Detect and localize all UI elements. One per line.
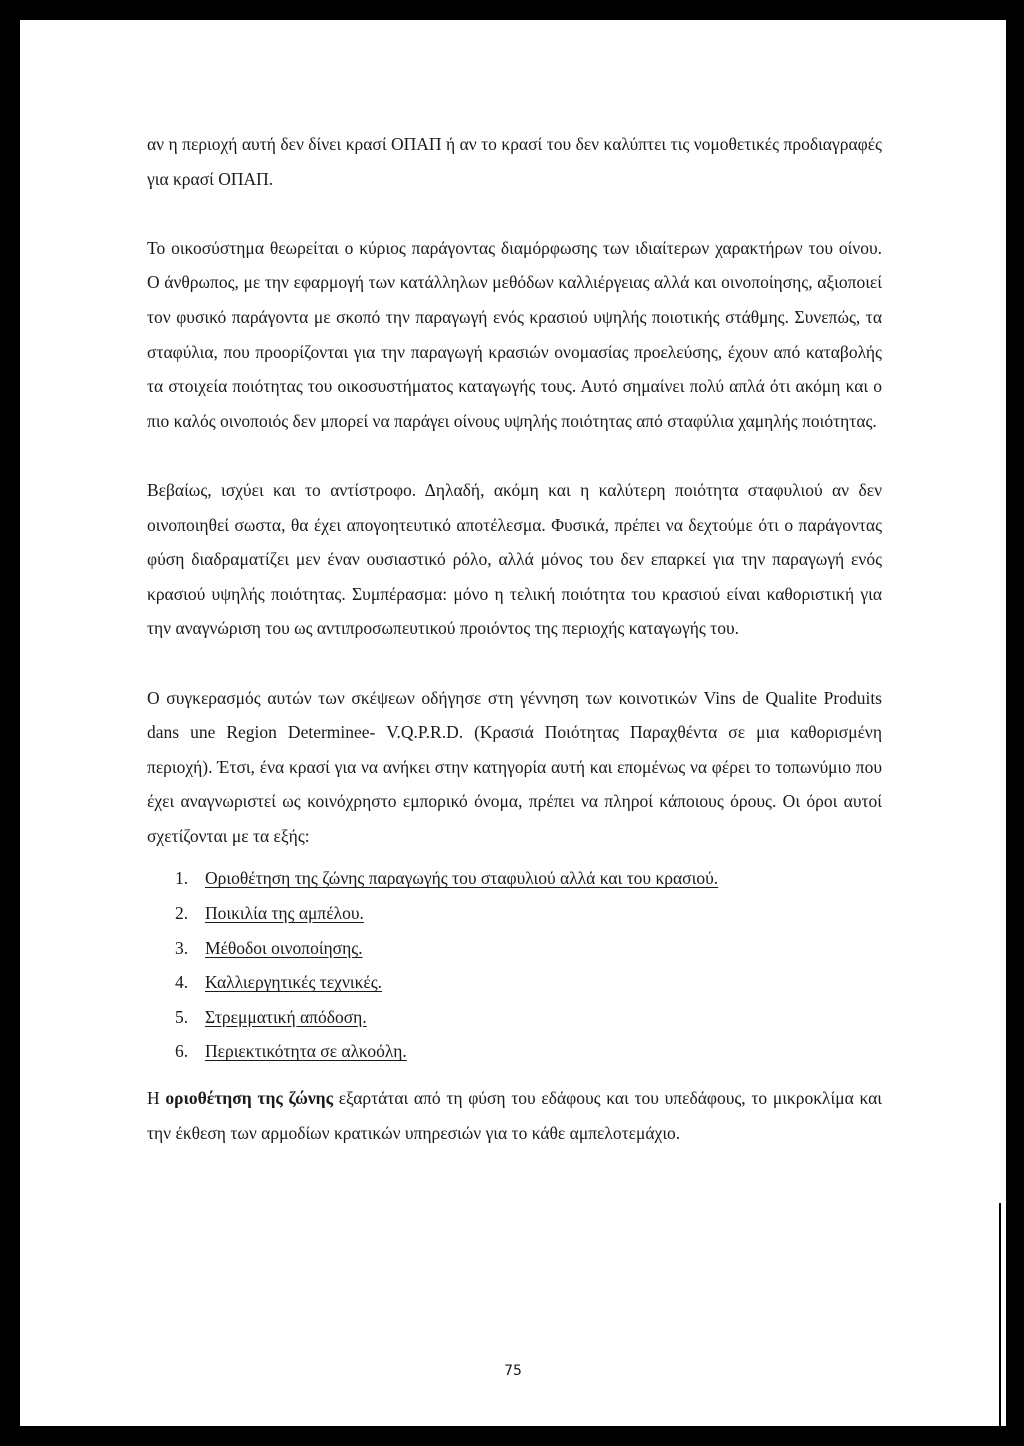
list-item-number: 1.: [175, 868, 189, 889]
margin-bar: [999, 1203, 1001, 1426]
paragraph-5-rest: εξαρτάται από τη φύση του εδάφους και του υπεδάφους, το μικροκλίμα και την έκθεση των αρμοδίων κρατικών υπηρεσιών για το κάθε αμπελοτεμάχιο.: [147, 1088, 883, 1143]
paragraph-5-bold-term: οριοθέτηση της ζώνης: [165, 1088, 334, 1109]
list-item-number: 2.: [175, 903, 189, 924]
paragraph-4: Ο συγκερασμός αυτών των σκέψεων οδήγησε στη γέννηση των κοινοτικών Vins de Qualite Produits dans une Region Determinee- V.Q.P.R.D. (Κρασιά Ποιότητας Παραχθέντα σε μια καθορισμένη περιοχή). Έτσι, ένα κρασί για να ανήκει στην κατηγορία αυτή και επομένως να φέρει το τοπωνύμιο που έχει αναγνωριστεί ως κοινόχρηστο εμπορικό όνομα, πρέπει να πληροί κάποιους όρους. Οι όροι αυτοί σχετίζονται με τα εξής:: [147, 687, 882, 846]
paragraph-2: Το οικοσύστημα θεωρείται ο κύριος παράγοντας διαμόρφωσης των ιδιαίτερων χαρακτήρων του οίνου. Ο άνθρωπος, με την εφαρμογή των κατάλληλων μεθόδων καλλιέργειας αλλά και οινοποίησης, αξιοποιεί τον φυσικό παράγοντα με σκοπό την παραγωγή ενός κρασιού υψηλής ποιοτικής στάθμης. Συνεπώς, τα σταφύλια, που προορίζονται για την παραγωγή κρασιών ονομασίας προελεύσης, έχουν από καταβολής τα στοιχεία ποιότητας του οικοσυστήματος καταγωγής τους. Αυτό σημαίνει πολύ απλά ότι ακόμη και ο πιο καλός οινοποιός δεν μπορεί να παράγει οίνους υψηλής ποιότητας από σταφύλια χαμηλής ποιότητας.: [147, 237, 882, 431]
list-item-text: Στρεμματική απόδοση.: [205, 1006, 367, 1027]
list-item: [175, 896, 882, 931]
list-item-number: 5.: [175, 1006, 189, 1027]
list-item: [175, 931, 882, 966]
list-item: [175, 1034, 882, 1069]
list-item-text: Μέθοδοι οινοποίησης.: [205, 937, 363, 958]
list-item: [175, 1000, 882, 1035]
paragraph-5-prefix: Η: [147, 1088, 166, 1109]
list-item: [175, 861, 882, 896]
list-item-number: 6.: [175, 1041, 189, 1062]
list-item-text: Περιεκτικότητα σε αλκοόλη.: [205, 1041, 407, 1062]
page-content: [147, 127, 882, 1150]
list-item-text: Οριοθέτηση της ζώνης παραγωγής του σταφυλιού αλλά και του κρασιού.: [205, 868, 719, 889]
list-item-text: Ποικιλία της αμπέλου.: [205, 903, 364, 924]
list-item-number: 4.: [175, 972, 189, 993]
list-item: [175, 965, 882, 1000]
paragraph-3: Βεβαίως, ισχύει και το αντίστροφο. Δηλαδή, ακόμη και η καλύτερη ποιότητα σταφυλιού αν δεν οινοποιηθεί σωστα, θα έχει απογοητευτικό αποτέλεσμα. Φυσικά, πρέπει να δεχτούμε ότι ο παράγοντας φύση διαδραματίζει μεν έναν ουσιαστικό ρόλο, αλλά μόνος του δεν επαρκεί για την παραγωγή ενός κρασιού υψηλής ποιότητας. Συμπέρασμα: μόνο η τελική ποιότητα του κρασιού είναι καθοριστική για την αναγνώριση του ως αντιπροσωπευτικού προιόντος της περιοχής καταγωγής του.: [147, 479, 882, 639]
paragraph-1: αν η περιοχή αυτή δεν δίνει κρασί ΟΠΑΠ ή αν το κρασί του δεν καλύπτει τις νομοθετικές προδιαγραφές για κρασί ΟΠΑΠ.: [147, 134, 882, 189]
paragraph-5: [147, 1081, 882, 1150]
document-page: [20, 20, 1006, 1426]
list-item-number: 3.: [175, 937, 189, 958]
page-number: 75: [504, 1363, 522, 1379]
conditions-list: [147, 861, 882, 1069]
list-item-text: Καλλιεργητικές τεχνικές.: [205, 972, 383, 993]
